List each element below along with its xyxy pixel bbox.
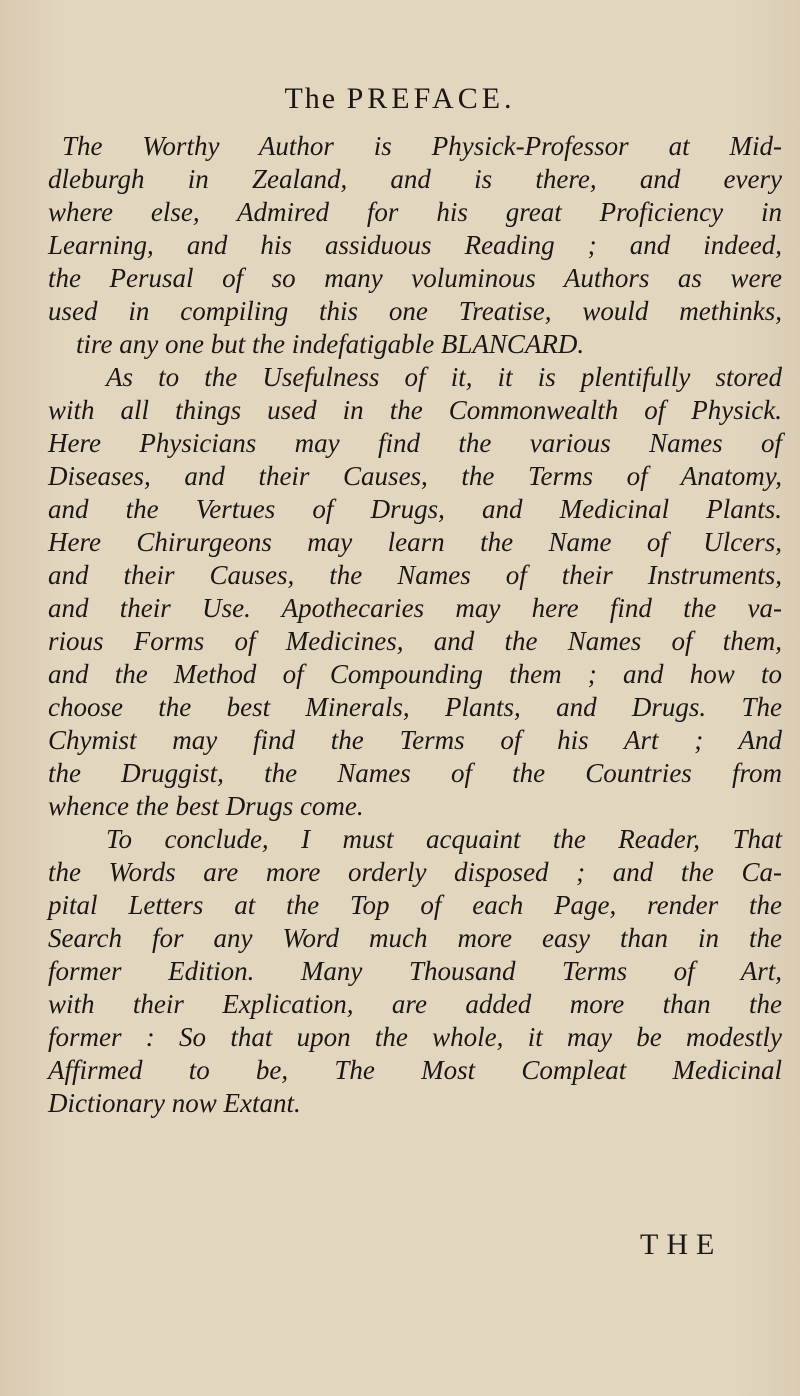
running-title	[0, 82, 800, 116]
text-line: and the Method of Compounding them ; and how to	[48, 659, 782, 689]
text-line: used in compiling this one Treatise, would methinks,	[48, 296, 782, 326]
text-line: former Edition. Many Thousand Terms of Art,	[48, 956, 782, 986]
text-line: dleburgh in Zealand, and is there, and every	[48, 164, 782, 194]
text-line: and their Causes, the Names of their Instruments,	[48, 560, 782, 590]
text-line: Dictionary now Extant.	[48, 1088, 301, 1118]
text-line: with their Explication, are added more than the	[48, 989, 782, 1019]
text-line: Search for any Word much more easy than in the	[48, 923, 782, 953]
text-line: To conclude, I must acquaint the Reader, That	[106, 824, 782, 854]
text-line: the Perusal of so many voluminous Authors as were	[48, 263, 782, 293]
text-line: and the Vertues of Drugs, and Medicinal Plants.	[48, 494, 782, 524]
text-line: tire any one but the indefatigable BLANCARD.	[76, 329, 585, 359]
text-line: the Words are more orderly disposed ; and the Ca-	[48, 857, 782, 887]
text-line: Here Physicians may find the various Names of	[48, 428, 782, 458]
text-line: Here Chirurgeons may learn the Name of Ulcers,	[48, 527, 782, 557]
text-line: and their Use. Apothecaries may here find the va-	[48, 593, 782, 623]
text-line: with all things used in the Commonwealth of Physick.	[48, 395, 782, 425]
running-title-prefix: The	[284, 82, 338, 115]
text-line: Affirmed to be, The Most Compleat Medicinal	[48, 1055, 782, 1085]
text-line: whence the best Drugs come.	[48, 791, 364, 821]
catchword: THE	[640, 1228, 723, 1261]
text-line: former : So that upon the whole, it may be modestly	[48, 1022, 782, 1052]
text-line: pital Letters at the Top of each Page, render the	[48, 890, 782, 920]
text-line: Diseases, and their Causes, the Terms of Anatomy,	[48, 461, 782, 491]
text-line: where else, Admired for his great Proficiency in	[48, 197, 782, 227]
text-line: rious Forms of Medicines, and the Names of them,	[48, 626, 782, 656]
text-line: Learning, and his assiduous Reading ; and indeed,	[48, 230, 782, 260]
running-title-main: PREFACE.	[346, 82, 516, 115]
text-line: Chymist may find the Terms of his Art ; And	[48, 725, 782, 755]
text-line: the Druggist, the Names of the Countries from	[48, 758, 782, 788]
text-line: The Worthy Author is Physick-Professor at Mid-	[62, 131, 782, 161]
text-line: As to the Usefulness of it, it is plentifully stored	[106, 362, 782, 392]
text-line: choose the best Minerals, Plants, and Drugs. The	[48, 692, 782, 722]
preface-text	[48, 130, 782, 1120]
